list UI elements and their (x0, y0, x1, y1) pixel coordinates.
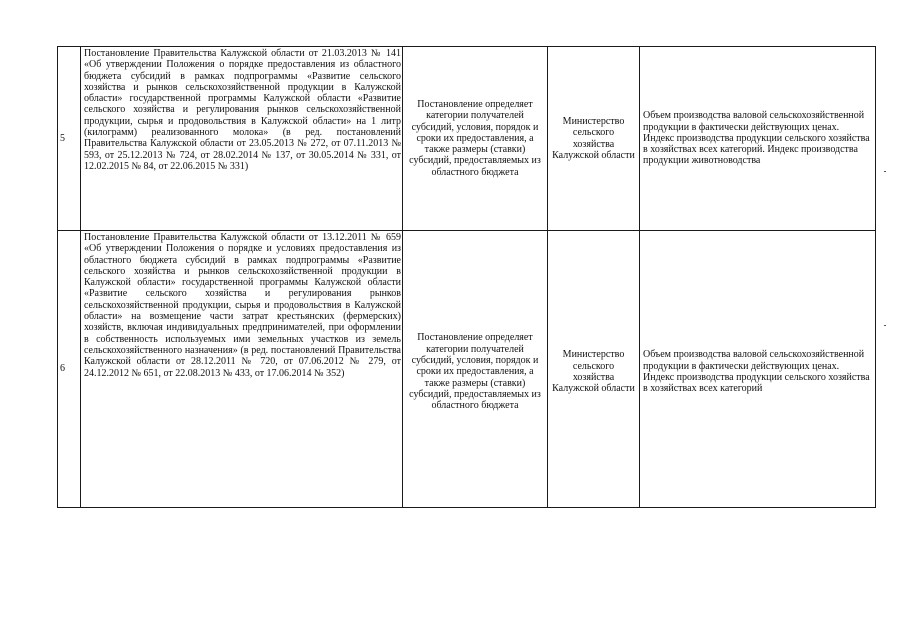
description-text: Постановление определяет категории получателей субсидий, условия, порядок и сроки их предоставления, а также размеры (ставки) субсидий, предоставляемых из областного бюджета (409, 332, 541, 412)
indicator-text: Объем производства валовой сельскохозяйственной продукции в фактически действующих ценах. Индекс производства продукции сельского хозяйства в хозяйствах всех категорий (643, 349, 870, 395)
row-number: 5 (60, 132, 65, 144)
indicator-text: Объем производства валовой сельскохозяйственной продукции в фактически действующих ценах. Индекс производства продукции сельского хозяйства в хозяйствах всех категорий. Индекс производства продукции животноводства (643, 110, 870, 167)
organization-text: Министерство сельского хозяйства Калужской области (552, 115, 635, 161)
document-text: Постановление Правительства Калужской области от 21.03.2013 № 141 «Об утверждении Положения о порядке предоставления из областного бюджета субсидий в рамках подпрограммы «Развитие сельского хозяйства и рынков сельскохозяйственной продукции в Калужской области» государственной программы Калужской области «Развитие сельского хозяйства и регулирования рынков сельскохозяйственной продукции, сырья и продовольствия в Калужской области» на 1 литр (килограмм) реализованного молока» (в ред. постановлений Правительства Калужской области от 23.05.2013 № 272, от 07.11.2013 № 593, от 25.12.2013 № 724, от 28.02.2014 № 137, от 30.05.2014 № 331, от 12.02.2015 № 84, от 22.06.2015 № 331) (84, 48, 401, 172)
description-text: Постановление определяет категории получателей субсидий, условия, порядок и сроки их предоставления, а также размеры (ставки) субсидий, предоставляемых из областного бюджета (409, 98, 541, 178)
row-number-cell (58, 47, 81, 231)
row-number-cell (58, 231, 81, 508)
scan-artifact-mark (884, 325, 886, 326)
indicator-cell (640, 231, 876, 508)
description-cell (403, 231, 548, 508)
organization-text: Министерство сельского хозяйства Калужской области (552, 349, 635, 395)
regulation-table (57, 46, 876, 508)
row-number: 6 (60, 363, 65, 375)
scan-artifact-mark (884, 171, 886, 172)
indicator-cell (640, 47, 876, 231)
table-row (58, 47, 876, 231)
document-text: Постановление Правительства Калужской области от 13.12.2011 № 659 «Об утверждении Положения о порядке и условиях предоставления из областного бюджета субсидий в рамках подпрограммы «Развитие сельского хозяйства и рынков сельскохозяйственной продукции в Калужской области» государственной программы Калужской области «Развитие сельского хозяйства и регулирования рынков сельскохозяйственной продукции, сырья и продовольствия в Калужской области» на возмещение части затрат крестьянских (фермерских) хозяйств, включая индивидуальных предпринимателей, при оформлении в собственность используемых ими земельных участков из земель сельскохозяйственного назначения» (в ред. постановлений Правительства Калужской области от 28.12.2011 № 720, от 07.06.2012 № 279, от 24.12.2012 № 651, от 22.08.2013 № 433, от 17.06.2014 № 352) (84, 232, 401, 379)
document-cell (81, 231, 403, 508)
organization-cell (548, 231, 640, 508)
document-cell (81, 47, 403, 231)
description-cell (403, 47, 548, 231)
organization-cell (548, 47, 640, 231)
table-row (58, 231, 876, 508)
